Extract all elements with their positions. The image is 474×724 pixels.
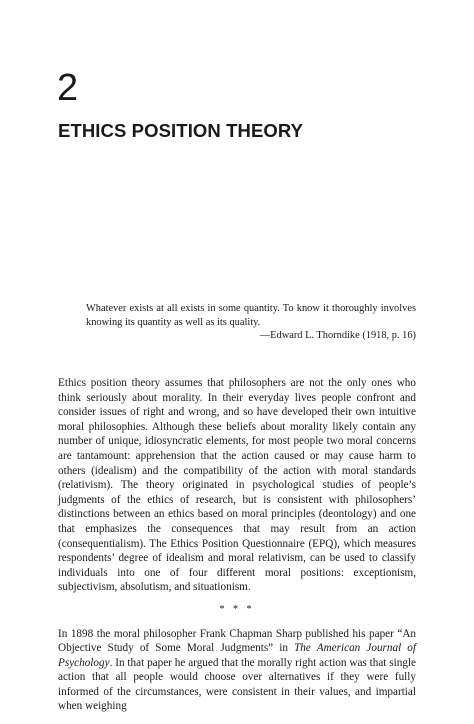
paragraph-intro: Ethics position theory assumes that philosophers are not the only ones who think seriously about morality. In their everyday lives people confront and consider issues of right and wrong, and so have developed their own intuitive moral philosophies. Although these beliefs about morality likely contain any number of unique, idiosyncratic elements, for most people two moral concerns are tantamount: apprehension that the action caused or may cause harm to others (idealism) and the compatibility of the action with moral standards (relativism). The theory originated in psychological studies of people’s judgments of the ethics of research, but is consistent with philosophers’ distinctions between an ethics based on moral principles (deontology) and one that emphasizes the consequences that may result from an action (consequentialism). The Ethics Position Questionnaire (EPQ), which measures respondents’ degree of idealism and moral relativism, can be used to classify individuals into one of four different moral positions: exceptionism, subjectivism, absolutism, and situationism. — [58, 377, 416, 594]
paragraph-history — [58, 627, 416, 715]
paragraph-history-text-start: In 1898 the moral philosopher Frank Chapman Sharp published his paper “An Objective Study of Some Moral Judgments” in — [58, 627, 416, 655]
body-text — [58, 376, 416, 714]
epigraph-attribution: —Edward L. Thorndike (1918, p. 16) — [259, 330, 416, 341]
epigraph-quote: Whatever exists at all exists in some quantity. To know it thoroughly involves knowing its quantity as well as its quality. — [86, 303, 416, 328]
paragraph-history-text-end: . In that paper he argued that the morally right action was that single action that all people would choose over alternatives if they were fully informed of the circumstances, were consistent in their values, and impartial when weighing — [58, 656, 416, 713]
section-break: * * * — [219, 603, 255, 615]
chapter-title: ETHICS POSITION THEORY — [58, 120, 304, 141]
chapter-number: 2 — [57, 67, 79, 109]
epigraph — [86, 302, 416, 343]
journal-title: The American Journal of Psychology — [58, 642, 416, 669]
